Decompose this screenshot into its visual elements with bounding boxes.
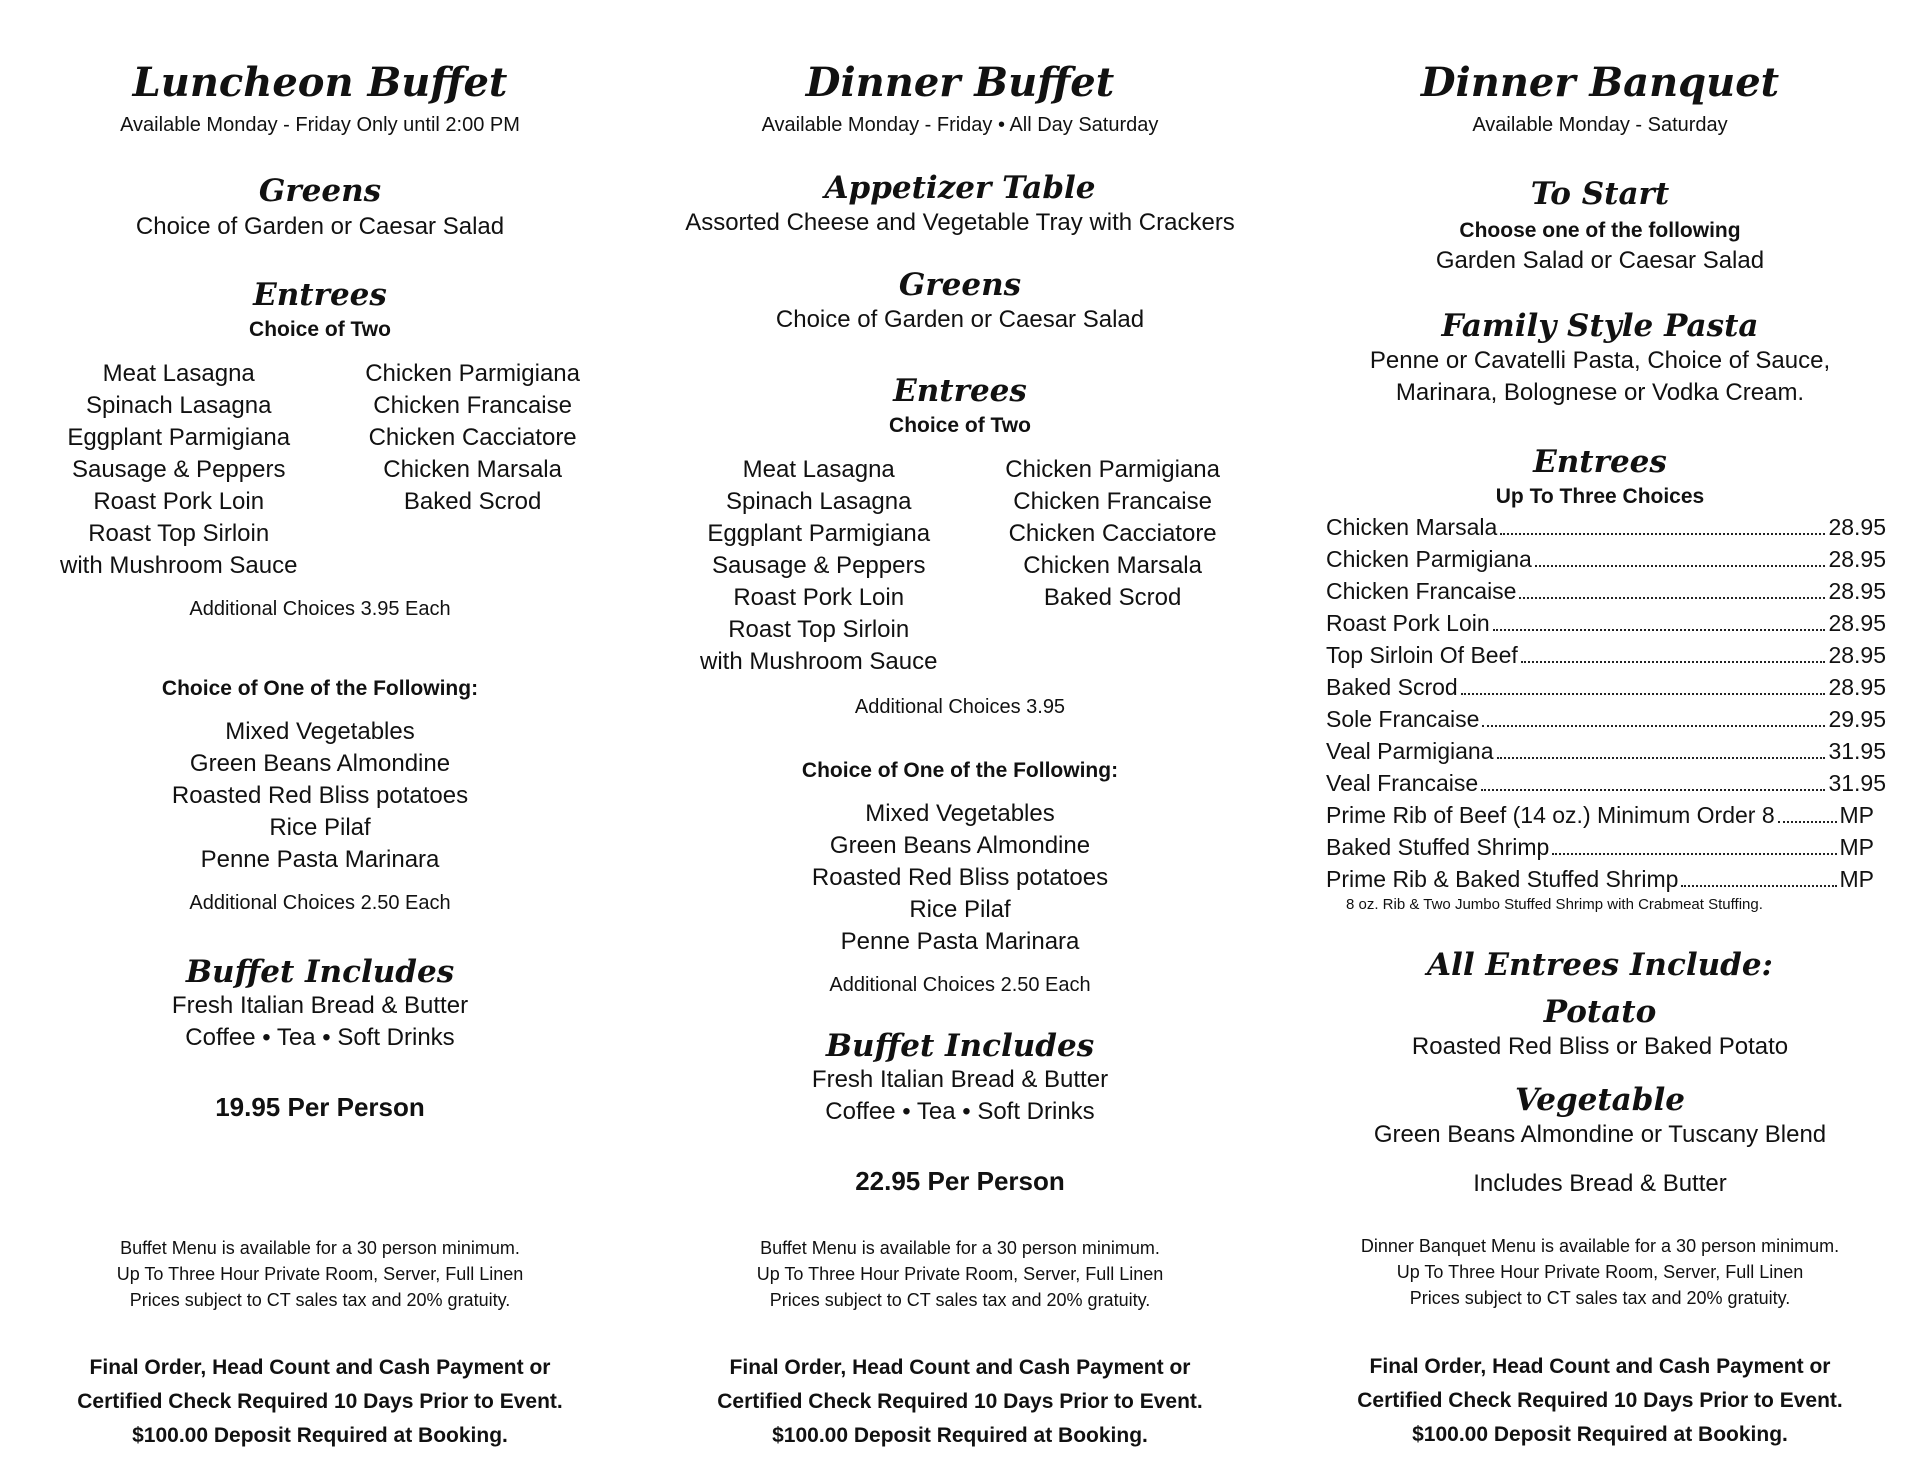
entree-name: Baked Scrod	[1326, 674, 1458, 700]
dinner-buffet-final-line: Final Order, Head Count and Cash Payment or	[729, 1356, 1191, 1379]
dinner-buffet-entree-list-left	[700, 454, 937, 678]
entree-price-row	[1326, 735, 1886, 767]
banquet-bread: Includes Bread & Butter	[1473, 1170, 1727, 1197]
luncheon-availability: Available Monday - Friday Only until 2:00 PM	[120, 114, 520, 136]
banquet-vegetable-text: Green Beans Almondine or Tuscany Blend	[1373, 1121, 1827, 1148]
luncheon-note: Buffet Menu is available for a 30 person minimum.	[120, 1238, 520, 1258]
entree-price-row	[1326, 511, 1886, 543]
entree-item: Meat Lasagna	[102, 360, 255, 387]
dinner-buffet-column	[640, 0, 1280, 1484]
entree-price-row	[1326, 767, 1886, 799]
dot-leader	[1481, 789, 1825, 791]
dot-leader	[1497, 757, 1826, 759]
banquet-final-line: Final Order, Head Count and Cash Payment or	[1369, 1355, 1831, 1378]
entree-item: Chicken Parmigiana	[1005, 456, 1220, 483]
luncheon-entree-grid	[60, 358, 580, 582]
banquet-vegetable-heading: Vegetable	[1515, 1082, 1685, 1118]
entree-item: Baked Scrod	[403, 488, 542, 515]
banquet-pasta-heading: Family Style Pasta	[1441, 308, 1759, 344]
entree-name: Baked Stuffed Shrimp	[1326, 834, 1550, 860]
entree-item: Chicken Cacciatore	[1008, 520, 1217, 547]
entree-item: Baked Scrod	[1043, 584, 1182, 611]
dot-leader	[1552, 853, 1836, 855]
entree-price: MP	[1839, 866, 1874, 892]
luncheon-includes-line2: Coffee • Tea • Soft Drinks	[185, 1024, 455, 1051]
dinner-buffet-entrees-heading: Entrees	[893, 373, 1027, 409]
entree-name: Prime Rib of Beef (14 oz.) Minimum Order 8	[1326, 802, 1775, 828]
entree-item: Roast Pork Loin	[733, 584, 905, 611]
banquet-note: Dinner Banquet Menu is available for a 30 person minimum.	[1360, 1236, 1840, 1256]
dinner-buffet-note: Buffet Menu is available for a 30 person minimum.	[760, 1238, 1160, 1258]
luncheon-note: Up To Three Hour Private Room, Server, Full Linen	[116, 1264, 524, 1284]
luncheon-side-item: Mixed Vegetables	[225, 718, 415, 745]
dot-leader	[1500, 533, 1825, 535]
banquet-entree-price-list	[1326, 511, 1886, 915]
dot-leader	[1482, 725, 1825, 727]
luncheon-buffet-column	[0, 0, 640, 1484]
banquet-title: Dinner Banquet	[1420, 59, 1780, 106]
dinner-buffet-entrees-additional: Additional Choices 3.95	[854, 696, 1066, 718]
banquet-final-line: Certified Check Required 10 Days Prior to Event.	[1357, 1389, 1843, 1412]
entree-item: Eggplant Parmigiana	[707, 520, 931, 547]
entree-price-row	[1326, 863, 1886, 895]
entree-price-row	[1326, 575, 1886, 607]
dot-leader	[1461, 693, 1826, 695]
entree-item: Roast Top Sirloin	[88, 520, 270, 547]
luncheon-side-item: Roasted Red Bliss potatoes	[171, 782, 469, 809]
entree-name: Sole Francaise	[1326, 706, 1480, 732]
luncheon-entree-list-right	[365, 358, 580, 582]
entree-name: Prime Rib & Baked Stuffed Shrimp	[1326, 866, 1679, 892]
dinner-buffet-includes-heading: Buffet Includes	[825, 1028, 1095, 1064]
dinner-buffet-sides-heading: Choice of One of the Following:	[801, 759, 1119, 782]
luncheon-title: Luncheon Buffet	[132, 59, 508, 106]
banquet-pasta-line1: Penne or Cavatelli Pasta, Choice of Sauce,	[1369, 347, 1831, 374]
entree-price-row	[1326, 671, 1886, 703]
entree-item: Chicken Marsala	[1023, 552, 1202, 579]
entree-item: Roast Top Sirloin	[728, 616, 910, 643]
dinner-buffet-note: Up To Three Hour Private Room, Server, Full Linen	[756, 1264, 1164, 1284]
entree-item: Spinach Lasagna	[725, 488, 912, 515]
dot-leader	[1493, 629, 1826, 631]
entree-price-row	[1326, 607, 1886, 639]
entree-price-row	[1326, 799, 1886, 831]
dinner-buffet-price: 22.95 Per Person	[855, 1166, 1065, 1196]
dinner-buffet-note: Prices subject to CT sales tax and 20% gratuity.	[769, 1290, 1151, 1310]
entree-item: Spinach Lasagna	[85, 392, 272, 419]
entree-price: 31.95	[1828, 738, 1886, 764]
banquet-start-heading: To Start	[1530, 176, 1670, 212]
luncheon-final-line: Certified Check Required 10 Days Prior to Event.	[77, 1390, 563, 1413]
banquet-start-text: Garden Salad or Caesar Salad	[1435, 247, 1765, 274]
banquet-all-include-heading: All Entrees Include:	[1427, 947, 1773, 983]
dinner-buffet-appetizer-heading: Appetizer Table	[824, 170, 1096, 206]
dinner-buffet-sides-additional: Additional Choices 2.50 Each	[829, 974, 1091, 996]
luncheon-final-line: Final Order, Head Count and Cash Payment or	[89, 1356, 551, 1379]
dinner-buffet-includes-line1: Fresh Italian Bread & Butter	[811, 1066, 1109, 1093]
dinner-buffet-entree-list-right	[1005, 454, 1220, 678]
entree-item: Meat Lasagna	[742, 456, 895, 483]
dinner-buffet-side-item: Penne Pasta Marinara	[840, 928, 1080, 955]
dot-leader	[1778, 821, 1837, 823]
entree-price: 28.95	[1828, 610, 1886, 636]
dinner-buffet-side-item: Rice Pilaf	[909, 896, 1011, 923]
dinner-buffet-greens-text: Choice of Garden or Caesar Salad	[775, 306, 1145, 333]
luncheon-sides-additional: Additional Choices 2.50 Each	[189, 892, 451, 914]
entree-item: with Mushroom Sauce	[60, 552, 298, 579]
entree-price-row	[1326, 831, 1886, 863]
entree-price: MP	[1839, 834, 1874, 860]
dot-leader	[1535, 565, 1826, 567]
dinner-buffet-title: Dinner Buffet	[805, 59, 1115, 106]
dinner-buffet-availability: Available Monday - Friday • All Day Saturday	[761, 114, 1159, 136]
dinner-buffet-final-line: $100.00 Deposit Required at Booking.	[772, 1424, 1148, 1447]
entree-item: Sausage & Peppers	[71, 456, 286, 483]
banquet-availability: Available Monday - Saturday	[1472, 114, 1728, 136]
dinner-buffet-final-line: Certified Check Required 10 Days Prior to Event.	[717, 1390, 1203, 1413]
banquet-final-line: $100.00 Deposit Required at Booking.	[1412, 1423, 1788, 1446]
banquet-entree-note: 8 oz. Rib & Two Jumbo Stuffed Shrimp with Crabmeat Stuffing.	[1346, 896, 1763, 913]
dinner-buffet-entrees-subheading: Choice of Two	[889, 414, 1031, 437]
luncheon-entrees-subheading: Choice of Two	[249, 318, 391, 341]
entree-item: with Mushroom Sauce	[700, 648, 938, 675]
entree-item: Chicken Cacciatore	[368, 424, 577, 451]
dinner-buffet-appetizer-text: Assorted Cheese and Vegetable Tray with Crackers	[685, 209, 1235, 236]
luncheon-final-line: $100.00 Deposit Required at Booking.	[132, 1424, 508, 1447]
entree-price: 28.95	[1828, 546, 1886, 572]
banquet-note: Up To Three Hour Private Room, Server, Full Linen	[1396, 1262, 1804, 1282]
banquet-entrees-subheading: Up To Three Choices	[1495, 485, 1705, 508]
luncheon-side-item: Green Beans Almondine	[189, 750, 451, 777]
entree-name: Roast Pork Loin	[1326, 610, 1490, 636]
dot-leader	[1521, 661, 1826, 663]
dinner-buffet-side-item: Mixed Vegetables	[865, 800, 1055, 827]
entree-price-row	[1326, 639, 1886, 671]
entree-price: 28.95	[1828, 674, 1886, 700]
luncheon-includes-line1: Fresh Italian Bread & Butter	[171, 992, 469, 1019]
dinner-buffet-greens-heading: Greens	[898, 267, 1022, 303]
entree-price: MP	[1839, 802, 1874, 828]
entree-price: 28.95	[1828, 642, 1886, 668]
dinner-buffet-side-item: Green Beans Almondine	[829, 832, 1091, 859]
banquet-note: Prices subject to CT sales tax and 20% gratuity.	[1409, 1288, 1791, 1308]
luncheon-entrees-heading: Entrees	[253, 277, 387, 313]
dinner-banquet-column	[1280, 0, 1920, 1484]
banquet-entrees-heading: Entrees	[1533, 444, 1667, 480]
entree-price-row	[1326, 543, 1886, 575]
entree-item: Chicken Francaise	[373, 392, 572, 419]
entree-item: Chicken Marsala	[383, 456, 562, 483]
entree-name: Veal Francaise	[1326, 770, 1479, 796]
dot-leader	[1519, 597, 1825, 599]
entree-price: 31.95	[1828, 770, 1886, 796]
entree-item: Chicken Francaise	[1013, 488, 1212, 515]
dinner-buffet-includes-line2: Coffee • Tea • Soft Drinks	[825, 1098, 1095, 1125]
entree-item: Eggplant Parmigiana	[67, 424, 291, 451]
luncheon-price: 19.95 Per Person	[215, 1092, 425, 1122]
entree-price-row	[1326, 703, 1886, 735]
entree-name: Chicken Francaise	[1326, 578, 1517, 604]
luncheon-sides-heading: Choice of One of the Following:	[161, 677, 479, 700]
banquet-start-subheading: Choose one of the following	[1459, 219, 1741, 242]
banquet-potato-heading: Potato	[1543, 994, 1657, 1030]
entree-item: Chicken Parmigiana	[365, 360, 580, 387]
banquet-pasta-line2: Marinara, Bolognese or Vodka Cream.	[1395, 379, 1805, 406]
luncheon-includes-heading: Buffet Includes	[185, 954, 455, 990]
luncheon-side-item: Rice Pilaf	[269, 814, 371, 841]
entree-price: 28.95	[1828, 514, 1886, 540]
entree-name: Chicken Marsala	[1326, 514, 1498, 540]
dinner-buffet-side-item: Roasted Red Bliss potatoes	[811, 864, 1109, 891]
entree-item: Roast Pork Loin	[93, 488, 265, 515]
luncheon-greens-text: Choice of Garden or Caesar Salad	[135, 213, 505, 240]
entree-name: Veal Parmigiana	[1326, 738, 1494, 764]
entree-price: 29.95	[1828, 706, 1886, 732]
luncheon-note: Prices subject to CT sales tax and 20% gratuity.	[129, 1290, 511, 1310]
luncheon-greens-heading: Greens	[258, 173, 382, 209]
luncheon-side-item: Penne Pasta Marinara	[200, 846, 440, 873]
entree-price: 28.95	[1828, 578, 1886, 604]
luncheon-entrees-additional: Additional Choices 3.95 Each	[189, 598, 451, 620]
luncheon-entree-list-left	[60, 358, 297, 582]
banquet-potato-text: Roasted Red Bliss or Baked Potato	[1411, 1033, 1789, 1060]
entree-name: Top Sirloin Of Beef	[1326, 642, 1518, 668]
entree-item: Sausage & Peppers	[711, 552, 926, 579]
dinner-buffet-entree-grid	[700, 454, 1220, 678]
entree-name: Chicken Parmigiana	[1326, 546, 1532, 572]
dot-leader	[1681, 885, 1836, 887]
